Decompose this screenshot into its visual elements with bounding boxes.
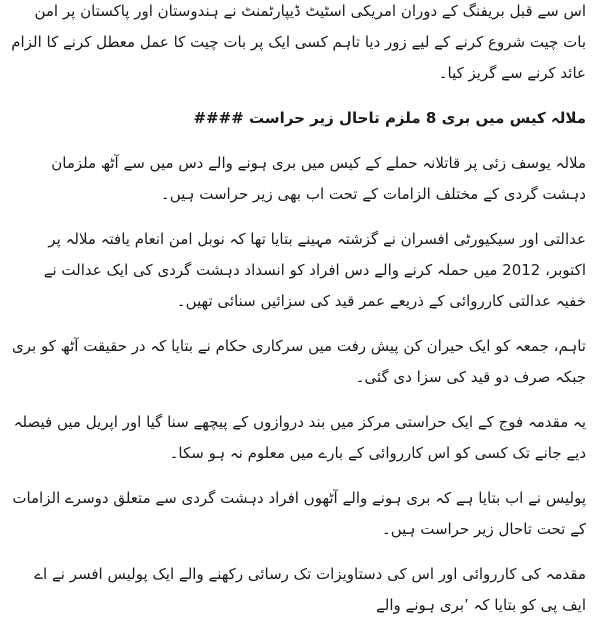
section-heading: ملالہ کیس میں بری 8 ملزم تاحال زیر حراست ####	[193, 109, 586, 127]
article-paragraph: ملالہ یوسف زئی پر قاتلانہ حملے کے کیس میں بری ہونے والے دس میں سے آٹھ ملزمان دہشت گردی کے مختلف الزامات کے تحت اب بھی زیر حراست ہیں۔	[51, 154, 586, 203]
article-paragraph: یہ مقدمہ فوج کے ایک حراستی مرکز میں بند دروازوں کے پیچھے سنا گیا اور اپریل میں فیصلہ دیے جانے تک کسی کو اس کارروائی کے بارے میں معلوم نہ ہو سکا۔	[13, 413, 586, 462]
article-paragraph: پولیس نے اب بتایا ہے کہ بری ہونے والے آٹھوں افراد دہشت گردی سے متعلق دوسرے الزامات کے تحت تاحال زیر حراست ہیں۔	[12, 489, 586, 538]
article-paragraph: عدالتی اور سیکیورٹی افسران نے گزشتہ مہینے بتایا تھا کہ نوبل امن انعام یافتہ ملالہ پر اکتوبر، 2012 میں حملہ کرنے والے دس افراد کو انسداد دہشت گردی کی ایک عدالت نے خفیہ عدالتی کارروائی کے ذریعے عمر قید کی سزائیں سنائی تھیں۔	[43, 230, 586, 310]
article-paragraph: مقدمہ کی کارروائی اور اس کی دستاویزات تک رسائی رکھنے والے ایک پولیس افسر نے اے ایف پی کو بتایا کہ ’بری ہونے والے	[34, 565, 586, 614]
article-paragraph: اس سے قبل بریفنگ کے دوران امریکی اسٹیٹ ڈیپارٹمنٹ نے ہندوستان اور پاکستان پر امن بات چیت شروع کرنے کے لیے زور دیا تاہم کسی ایک پر بات چیت کا عمل معطل کرنے کا الزام عائد کرنے سے گریز کیا۔	[11, 2, 586, 82]
article-paragraph: تاہم، جمعہ کو ایک حیران کن پیش رفت میں سرکاری حکام نے بتایا کہ در حقیقت آٹھ کو بری جبکہ صرف دو قید کی سزا دی گئی۔	[12, 337, 586, 386]
